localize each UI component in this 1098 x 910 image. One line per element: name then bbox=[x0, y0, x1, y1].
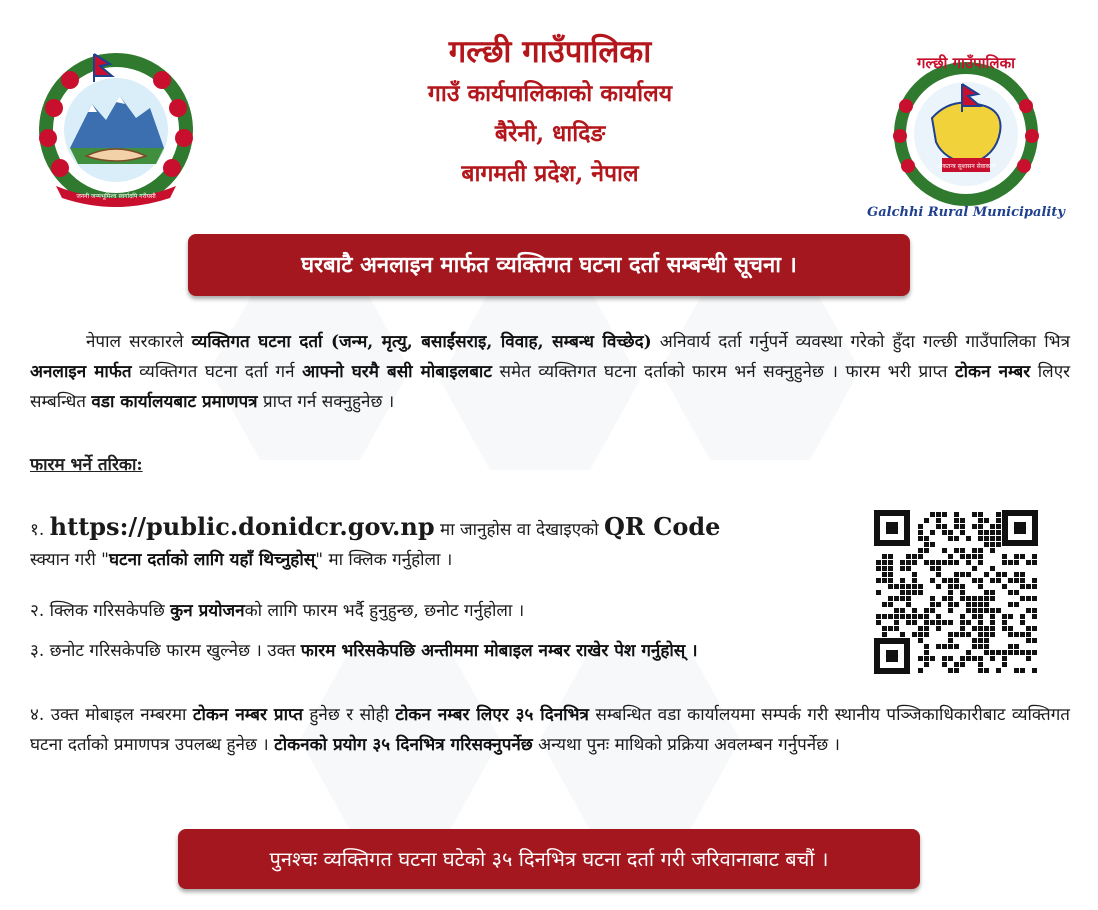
municipality-logo-icon bbox=[866, 46, 1066, 224]
municipality-title: गल्छी गाउँपालिका bbox=[448, 34, 652, 70]
svg-text:गल्छी गाउँपालिका: गल्छी गाउँपालिका bbox=[917, 54, 1015, 72]
step-4: ४. उक्त मोबाइल नम्बरमा टोकन नम्बर प्राप्त हुनेछ र सोही टोकन नम्बर लिएर ३५ दिनभित्र सम्बन्धित वडा कार्यालयमा सम्पर्क गरी स्थानीय पञ्जिकाधिकारीबाट व्यक्तिगत घटना दर्ताको प्रमाणपत्र उपलब्ध हुनेछ । टोकनको प्रयोग ३५ दिनभित्र गरिसक्नुपर्नेछ अन्यथा पुनः माथिको प्रक्रिया अवलम्बन गर्नुपर्नेछ । bbox=[30, 705, 1070, 755]
postscript-banner: पुनश्चः व्यक्तिगत घटना घटेको ३५ दिनभित्र घटना दर्ता गरी जरिवानाबाट बचौं । bbox=[178, 829, 920, 889]
donidcr-link[interactable]: https://public.donidcr.gov.np bbox=[49, 512, 435, 541]
office-header bbox=[300, 30, 800, 194]
svg-text:लोकतन्त्र सुशासन सेवाकार्य: लोकतन्त्र सुशासन सेवाकार्य bbox=[936, 163, 996, 170]
qr-code-icon[interactable] bbox=[874, 510, 1038, 674]
step-2: २. क्लिक गरिसकेपछि कुन प्रयोजनको लागि फारम भर्दै हुनुहुन्छ, छनोट गर्नुहोला । bbox=[30, 601, 525, 621]
nepal-emblem-icon bbox=[30, 38, 202, 210]
notice-title-banner: घरबाटै अनलाइन मार्फत व्यक्तिगत घटना दर्ता सम्बन्धी सूचना । bbox=[188, 234, 910, 296]
province-country: बागमती प्रदेश, नेपाल bbox=[461, 160, 639, 187]
office-name: गाउँ कार्यपालिकाको कार्यालय bbox=[427, 80, 673, 107]
step-1: १. https://public.donidcr.gov.np मा जानुहोस वा देखाइएको QR Code स्क्यान गरी "घटना दर्ताको लागि यहाँ थिच्नुहोस्" मा क्लिक गर्नुहोला । bbox=[30, 512, 721, 570]
qr-code-label: QR Code bbox=[604, 512, 721, 541]
step-3: ३. छनोट गरिसकेपछि फारम खुल्नेछ । उक्त फारम भरिसकेपछि अन्तीममा मोबाइल नम्बर राखेर पेश गर्नुहोस् । bbox=[30, 641, 698, 661]
intro-paragraph: नेपाल सरकारले व्यक्तिगत घटना दर्ता (जन्म, मृत्यु, बसाईंसराइ, विवाह, सम्बन्ध विच्छेद) अनिवार्य दर्ता गर्नुपर्ने व्यवस्था गरेको हुँदा गल्छी गाउँपालिका भित्र अनलाइन मार्फत व्यक्तिगत घटना दर्ता गर्न आफ्नो घरमै बसी मोबाइलबाट समेत व्यक्तिगत घटना दर्ताको फारम भर्न सक्नुहुनेछ । फारम भरी प्राप्त टोकन नम्बर लिएर सम्बन्धित वडा कार्यालयबाट प्रमाणपत्र प्राप्त गर्न सक्नुहुनेछ । bbox=[30, 332, 1071, 412]
method-heading: फारम भर्ने तरिका: bbox=[30, 455, 143, 475]
svg-text:Galchhi Rural Municipality: Galchhi Rural Municipality bbox=[867, 205, 1065, 220]
office-location: बैरेनी, धादिङ bbox=[494, 120, 606, 147]
svg-text:जननी जन्मभूमिश्च स्वर्गादपि गर: जननी जन्मभूमिश्च स्वर्गादपि गरीयसी bbox=[76, 193, 156, 200]
